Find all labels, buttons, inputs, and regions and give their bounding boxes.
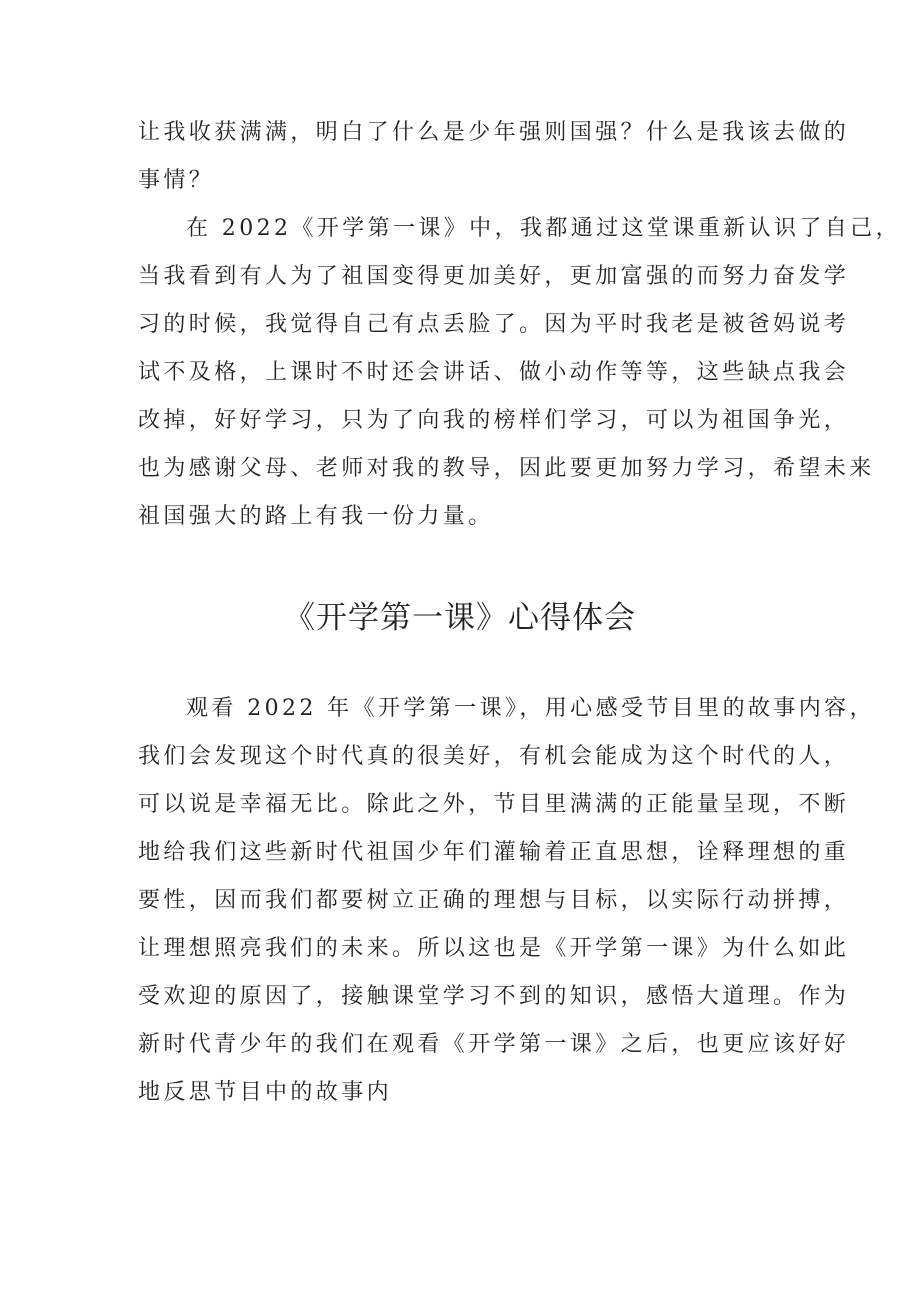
text-line: 观看 2022 年《开学第一课》，用心感受节目里的故事内容， — [186, 696, 875, 721]
text-line: 受欢迎的原因了，接触课堂学习不到的知识，感悟大道理。作为 — [138, 984, 850, 1009]
text-line: 也为感谢父母、老师对我的教导，因此要更加努力学习，希望未来 — [138, 456, 875, 481]
text-line: 让理想照亮我们的未来。所以这也是《开学第一课》为什么如此 — [138, 936, 850, 961]
text-line: 习的时候，我觉得自己有点丢脸了。因为平时我老是被爸妈说考 — [138, 312, 850, 337]
text-line: 事情？ — [138, 168, 215, 193]
text-line: 可以说是幸福无比。除此之外，节目里满满的正能量呈现，不断 — [138, 792, 850, 817]
text-line: 祖国强大的路上有我一份力量。 — [138, 504, 494, 529]
text-line: 要性，因而我们都要树立正确的理想与目标，以实际行动拼搏， — [138, 888, 850, 913]
text-line: 地反思节目中的故事内 — [138, 1080, 393, 1105]
section-heading: 《开学第一课》心得体会 — [284, 600, 636, 636]
text-line: 我们会发现这个时代真的很美好，有机会能成为这个时代的人， — [138, 744, 850, 769]
text-line: 让我收获满满，明白了什么是少年强则国强？什么是我该去做的 — [138, 120, 850, 145]
text-line: 地给我们这些新时代祖国少年们灌输着正直思想，诠释理想的重 — [138, 840, 850, 865]
text-line: 在 2022《开学第一课》中，我都通过这堂课重新认识了自己， — [186, 216, 901, 241]
text-line: 试不及格，上课时不时还会讲话、做小动作等等，这些缺点我会 — [138, 360, 850, 385]
text-line: 新时代青少年的我们在观看《开学第一课》之后，也更应该好好 — [138, 1032, 850, 1057]
text-line: 当我看到有人为了祖国变得更加美好，更加富强的而努力奋发学 — [138, 264, 850, 289]
text-line: 改掉，好好学习，只为了向我的榜样们学习，可以为祖国争光， — [138, 408, 850, 433]
